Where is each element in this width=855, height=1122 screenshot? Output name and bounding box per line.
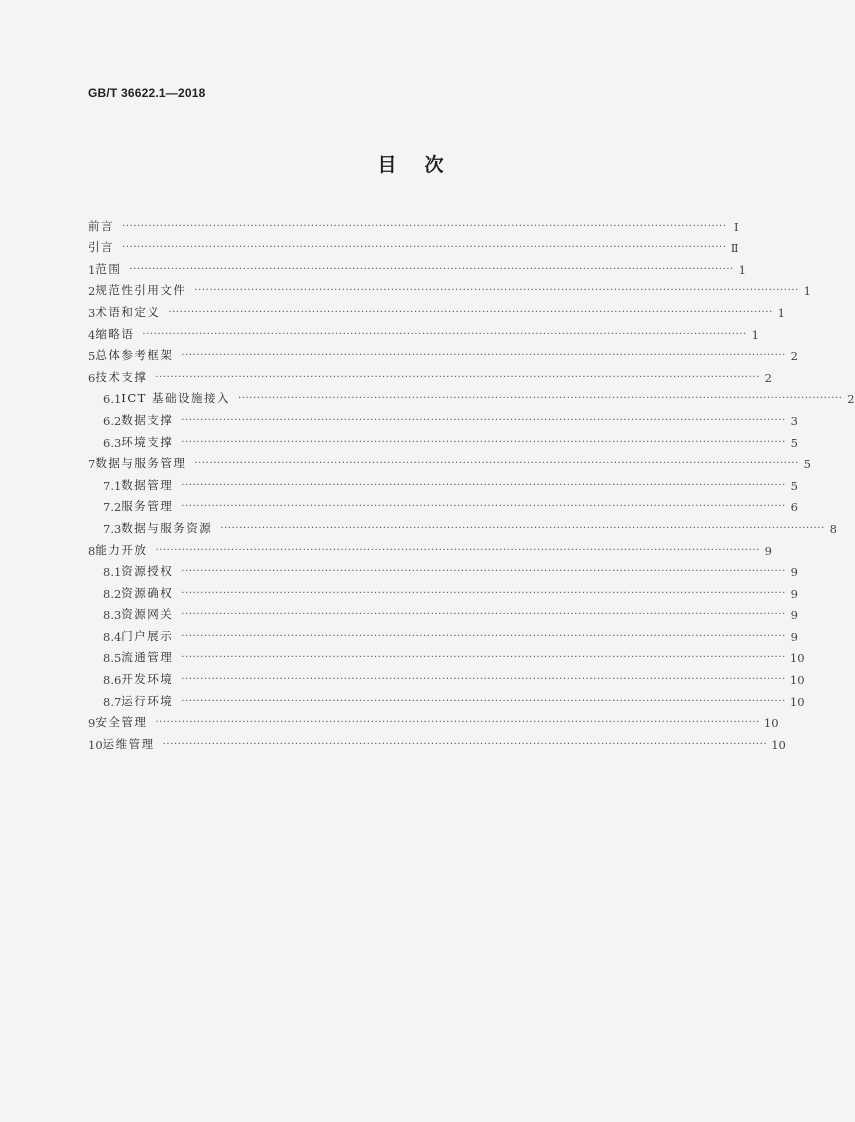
toc-entry-title: 术语和定义 — [95, 304, 161, 319]
toc-entry-page: 10 — [789, 673, 805, 688]
toc-entry-page: 9 — [790, 608, 798, 623]
toc-entry-number: 8.5 — [103, 651, 122, 666]
toc-subentry[interactable] — [88, 644, 805, 666]
dot-leader: ································································································································································ — [181, 652, 786, 664]
toc-entry-number: 6.2 — [103, 413, 122, 428]
toc-entry-page: 10 — [763, 716, 779, 731]
toc-entry-number: 7.3 — [103, 521, 122, 536]
toc-entry-page: 1 — [751, 327, 759, 342]
toc-entry-page: 9 — [790, 565, 798, 580]
dot-leader: ································································································································································ — [181, 674, 786, 686]
toc-entry-title: 运维管理 — [102, 736, 155, 751]
toc-entry[interactable] — [88, 234, 739, 256]
toc-entry-title: 缩略语 — [95, 326, 135, 341]
toc-entry-title: 环境支撑 — [121, 434, 174, 449]
toc-entry-title: 引言 — [88, 240, 114, 255]
dot-leader: ································································································································································ — [181, 414, 786, 426]
toc-entry-title: 安全管理 — [95, 715, 148, 730]
toc-entry-number: 8.4 — [103, 629, 122, 644]
dot-leader: ································································································································································ — [181, 695, 786, 707]
dot-leader: ································································································································································ — [155, 717, 760, 729]
toc-entry-number: 6 — [88, 370, 96, 385]
toc-entry-title: 数据与服务管理 — [95, 456, 187, 471]
toc-entry-title: 数据支撑 — [121, 412, 174, 427]
toc-entry-number: 5 — [88, 349, 96, 364]
dot-leader: ································································································································································ — [194, 285, 799, 297]
toc-entry-number: 3 — [88, 305, 96, 320]
toc-entry-number: 6.1 — [103, 392, 122, 407]
dot-leader: ································································································································································ — [194, 458, 799, 470]
toc-entry-number: 8.3 — [103, 608, 122, 623]
dot-leader: ································································································································································ — [122, 242, 727, 254]
toc-entry-page: 9 — [764, 543, 772, 558]
standard-code: GB/T 36622.1—2018 — [88, 86, 206, 100]
toc-entry-page: 9 — [790, 586, 798, 601]
toc-subentry[interactable] — [88, 406, 798, 428]
toc-entry-number: 7.1 — [103, 478, 122, 493]
toc-entry-page: 10 — [771, 737, 786, 752]
toc-entry[interactable] — [88, 298, 785, 320]
toc-entry-number: 8.6 — [103, 673, 122, 688]
toc-entry-number: 7 — [88, 457, 96, 472]
toc-entry[interactable] — [88, 730, 786, 752]
toc-subentry[interactable] — [88, 514, 837, 536]
toc-entry[interactable] — [88, 536, 772, 558]
dot-leader: ································································································································································ — [142, 328, 747, 340]
toc-entry-page: 9 — [790, 629, 798, 644]
toc-entry-title: 运行环境 — [121, 693, 174, 708]
toc-entry-title: 数据与服务资源 — [121, 520, 213, 535]
toc-entry-title: 资源确权 — [121, 585, 174, 600]
toc-subentry[interactable] — [88, 558, 798, 580]
toc-entry-title: 规范性引用文件 — [95, 283, 187, 298]
toc-subentry[interactable] — [88, 687, 805, 709]
toc-subentry[interactable] — [88, 428, 798, 450]
toc-entry-number: 8.7 — [103, 694, 122, 709]
toc-entry-page: 10 — [789, 651, 805, 666]
toc-entry-title: ICT 基础设施接入 — [121, 391, 230, 406]
toc-entry-number: 6.3 — [103, 435, 122, 450]
table-of-contents — [88, 212, 855, 752]
toc-entry-title: 能力开放 — [95, 542, 148, 557]
toc-entry-page: Ⅱ — [730, 241, 739, 256]
toc-entry-number: 10 — [88, 737, 103, 752]
toc-entry-page: 8 — [829, 521, 837, 536]
toc-entry-title: 范围 — [95, 261, 122, 276]
dot-leader: ································································································································································ — [122, 220, 727, 232]
toc-entry-page: 2 — [790, 349, 798, 364]
dot-leader: ································································································································································ — [181, 501, 786, 513]
dot-leader: ································································································································································ — [155, 371, 760, 383]
toc-entry-title: 门户展示 — [121, 628, 174, 643]
toc-subentry[interactable] — [88, 385, 855, 407]
dot-leader: ································································································································································ — [155, 544, 760, 556]
dot-leader: ································································································································································ — [237, 393, 843, 405]
toc-entry[interactable] — [88, 212, 739, 234]
toc-entry-number: 9 — [88, 716, 96, 731]
toc-entry-title: 资源授权 — [121, 564, 174, 579]
dot-leader: ································································································································································ — [181, 436, 786, 448]
toc-entry-page: 3 — [790, 413, 798, 428]
toc-entry-number: 8 — [88, 543, 96, 558]
toc-entry-number: 2 — [88, 284, 96, 299]
toc-entry-title: 流通管理 — [121, 650, 174, 665]
toc-entry-title: 总体参考框架 — [95, 348, 174, 363]
toc-entry-title: 资源网关 — [121, 607, 174, 622]
toc-entry-title: 开发环境 — [121, 672, 174, 687]
dot-leader: ································································································································································ — [181, 479, 786, 491]
dot-leader: ································································································································································ — [162, 738, 768, 750]
toc-entry-page: 2 — [764, 370, 772, 385]
toc-entry-page: 1 — [738, 262, 746, 277]
toc-entry-title: 技术支撑 — [95, 369, 148, 384]
toc-entry[interactable] — [88, 320, 759, 342]
toc-subentry[interactable] — [88, 579, 798, 601]
toc-entry-page: 5 — [790, 478, 798, 493]
toc-subentry[interactable] — [88, 493, 798, 515]
dot-leader: ································································································································································ — [181, 630, 786, 642]
toc-entry[interactable] — [88, 709, 779, 731]
toc-entry-page: 1 — [777, 305, 785, 320]
toc-entry[interactable] — [88, 450, 811, 472]
toc-entry-page: 1 — [803, 284, 811, 299]
dot-leader: ································································································································································ — [129, 263, 734, 275]
toc-subentry[interactable] — [88, 665, 805, 688]
page-title: 目次 — [377, 154, 472, 176]
toc-entry[interactable] — [88, 277, 811, 299]
toc-entry-number: 8.1 — [103, 565, 122, 580]
dot-leader: ································································································································································ — [168, 306, 773, 318]
toc-entry-page: 2 — [847, 392, 855, 407]
toc-entry-title: 服务管理 — [121, 499, 174, 514]
toc-entry-page: 10 — [789, 694, 805, 709]
toc-entry-number: 1 — [88, 262, 96, 277]
toc-entry[interactable] — [88, 342, 798, 364]
toc-entry-title: 数据管理 — [121, 477, 174, 492]
toc-entry-title: 前言 — [88, 218, 114, 233]
toc-entry-number: 7.2 — [103, 500, 122, 515]
toc-entry-number: 8.2 — [103, 586, 122, 601]
toc-entry-number: 4 — [88, 327, 96, 342]
toc-entry-page: 5 — [790, 435, 798, 450]
toc-entry-page: Ⅰ — [734, 219, 739, 234]
dot-leader: ································································································································································ — [181, 350, 786, 362]
toc-entry-page: 6 — [790, 500, 798, 515]
toc-entry[interactable] — [88, 255, 746, 277]
toc-subentry[interactable] — [88, 622, 798, 644]
toc-subentry[interactable] — [88, 601, 798, 623]
dot-leader: ································································································································································ — [181, 566, 786, 578]
dot-leader: ································································································································································ — [181, 609, 786, 621]
toc-subentry[interactable] — [88, 471, 798, 493]
toc-entry-page: 5 — [803, 457, 811, 472]
dot-leader: ································································································································································ — [220, 522, 825, 534]
dot-leader: ································································································································································ — [181, 587, 786, 599]
toc-entry[interactable] — [88, 363, 772, 385]
